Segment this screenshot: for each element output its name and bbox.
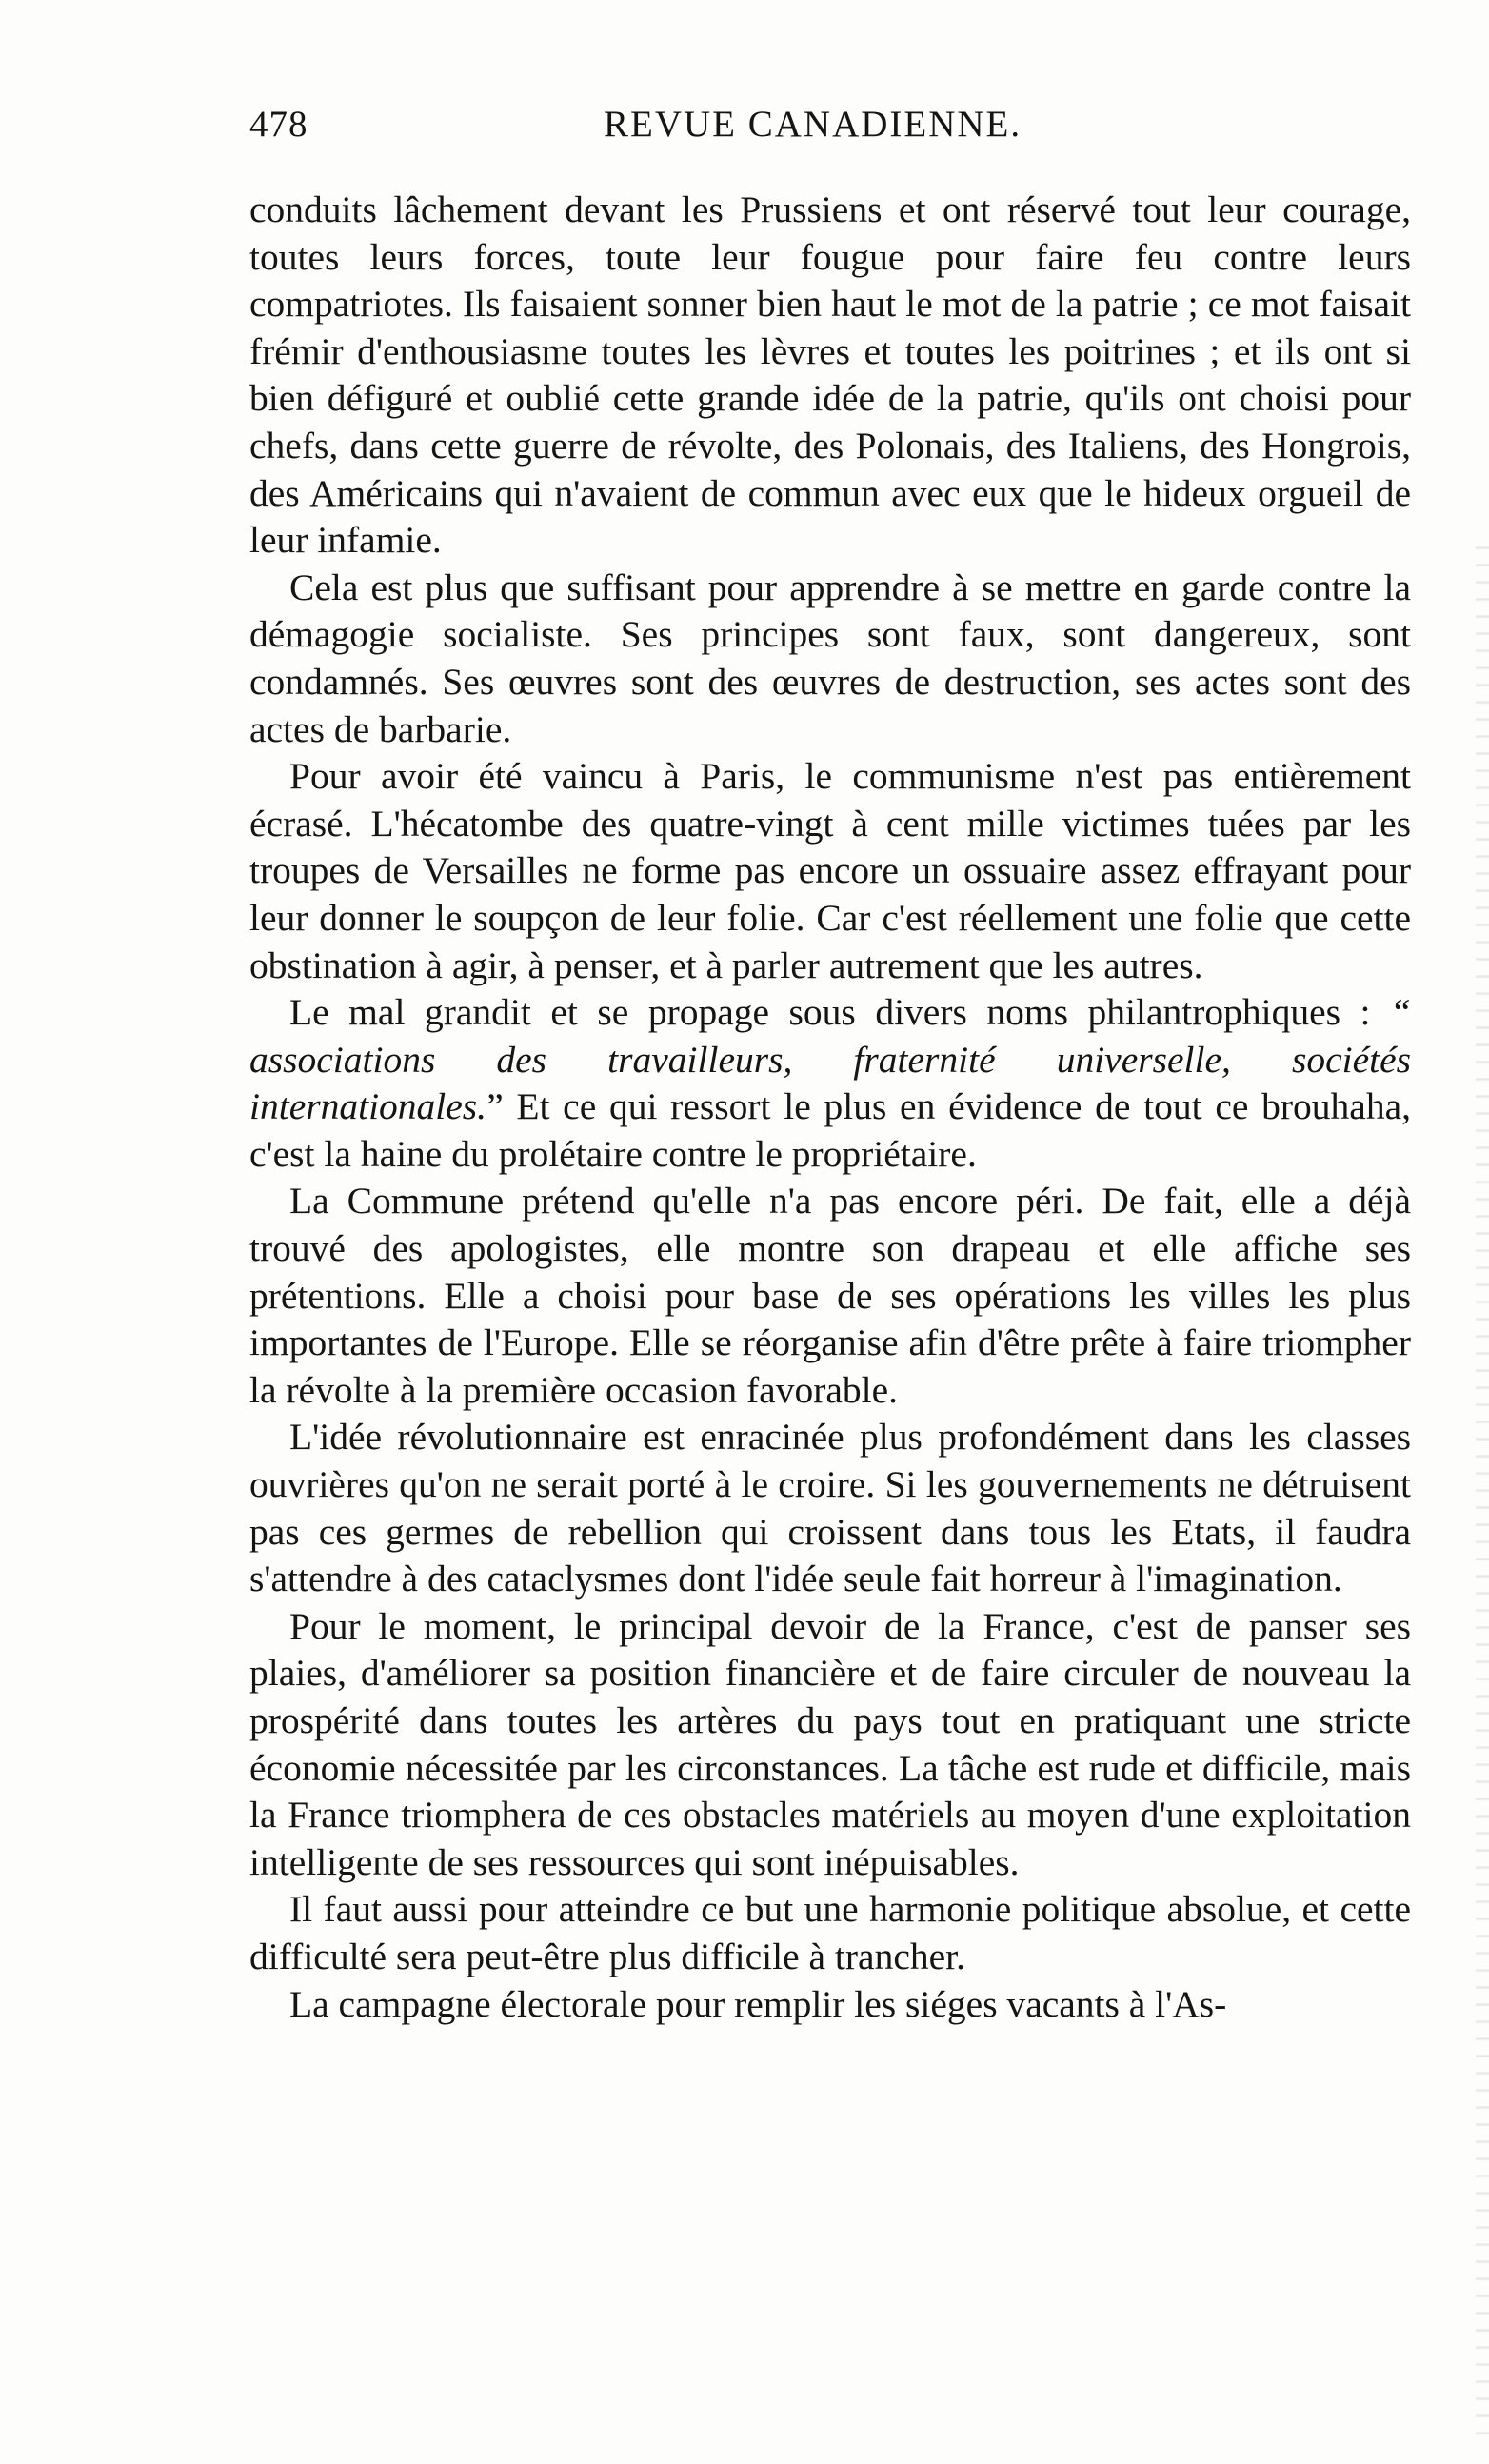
paragraph: Pour avoir été vaincu à Paris, le communisme n'est pas entièrement écrasé. L'hécatombe des quatre-vingt à cent mille victimes tuées par les troupes de Versailles ne forme pas encore un ossuaire assez effrayant pour leur donner le soupçon de leur folie. Car c'est réellement une folie que cette obstination à agir, à penser, et à parler autrement que les autres. <box>249 755 1411 986</box>
body-text <box>249 187 1411 2028</box>
paragraph-text: Le mal grandit et se propage sous divers noms philantrophiques : <box>289 991 1391 1034</box>
paragraph <box>249 989 1411 1178</box>
page-edge-shadow <box>1476 533 1489 2437</box>
paragraph: Il faut aussi pour atteindre ce but une harmonie politique absolue, et cette difficulté sera peut-être plus difficile à trancher. <box>249 1888 1411 1977</box>
page-number: 478 <box>249 104 308 145</box>
paragraph: Pour le moment, le principal devoir de la France, c'est de panser ses plaies, d'améliorer sa position financière et de faire circuler de nouveau la prospérité dans toutes les artères du pays tout en pratiquant une stricte économie nécessitée par les circonstances. La tâche est rude et difficile, mais la France triomphera de ces obstacles matériels au moyen d'une exploitation intelligente de ses ressources qui sont inépuisables. <box>249 1604 1411 1883</box>
paragraph-text: ” Et ce qui ressort le plus en évidence de tout ce brouhaha, c'est la haine du prolétaire contre le propriétaire. <box>249 1085 1411 1175</box>
paragraph: La Commune prétend qu'elle n'a pas encore péri. De fait, elle a déjà trouvé des apologistes, elle montre son drapeau et elle affiche ses prétentions. Elle a choisi pour base de ses opérations les villes les plus importantes de l'Europe. Elle se réorganise afin d'être prête à faire triompher la révolte à la première occasion favorable. <box>249 1180 1411 1411</box>
paragraph-continuation: conduits lâchement devant les Prussiens et ont réservé tout leur courage, toutes leurs forces, toute leur fougue pour faire feu contre leurs compatriotes. Ils faisaient sonner bien haut le mot de la patrie ; ce mot faisait frémir d'enthousiasme toutes les lèvres et toutes les poitrines ; et ils ont si bien défiguré et oublié cette grande idée de la patrie, qu'ils ont choisi pour chefs, dans cette guerre de révolte, des Polonais, des Italiens, des Hongrois, des Américains qui n'avaient de commun avec eux que le hideux orgueil de leur infamie. <box>249 189 1411 562</box>
italic-quotation: “ associations des travailleurs, fraternité universelle, sociétés internationales. <box>249 991 1411 1128</box>
paragraph: L'idée révolutionnaire est enracinée plus profondément dans les classes ouvrières qu'on ne serait porté à le croire. Si les gouvernements ne détruisent pas ces germes de rebellion qui croissent dans tous les Etats, il faudra s'attendre à des cataclysmes dont l'idée seule fait horreur à l'imagination. <box>249 1416 1411 1600</box>
journal-title: REVUE CANADIENNE. <box>604 104 1022 145</box>
paragraph: Cela est plus que suffisant pour apprendre à se mettre en garde contre la démagogie socialiste. Ses principes sont faux, sont dangereux, sont condamnés. Ses œuvres sont des œuvres de destruction, ses actes sont des actes de barbarie. <box>249 566 1411 750</box>
paragraph-continued: La campagne électorale pour remplir les siéges vacants à l'As- <box>289 1982 1227 2025</box>
running-head <box>249 103 1411 160</box>
